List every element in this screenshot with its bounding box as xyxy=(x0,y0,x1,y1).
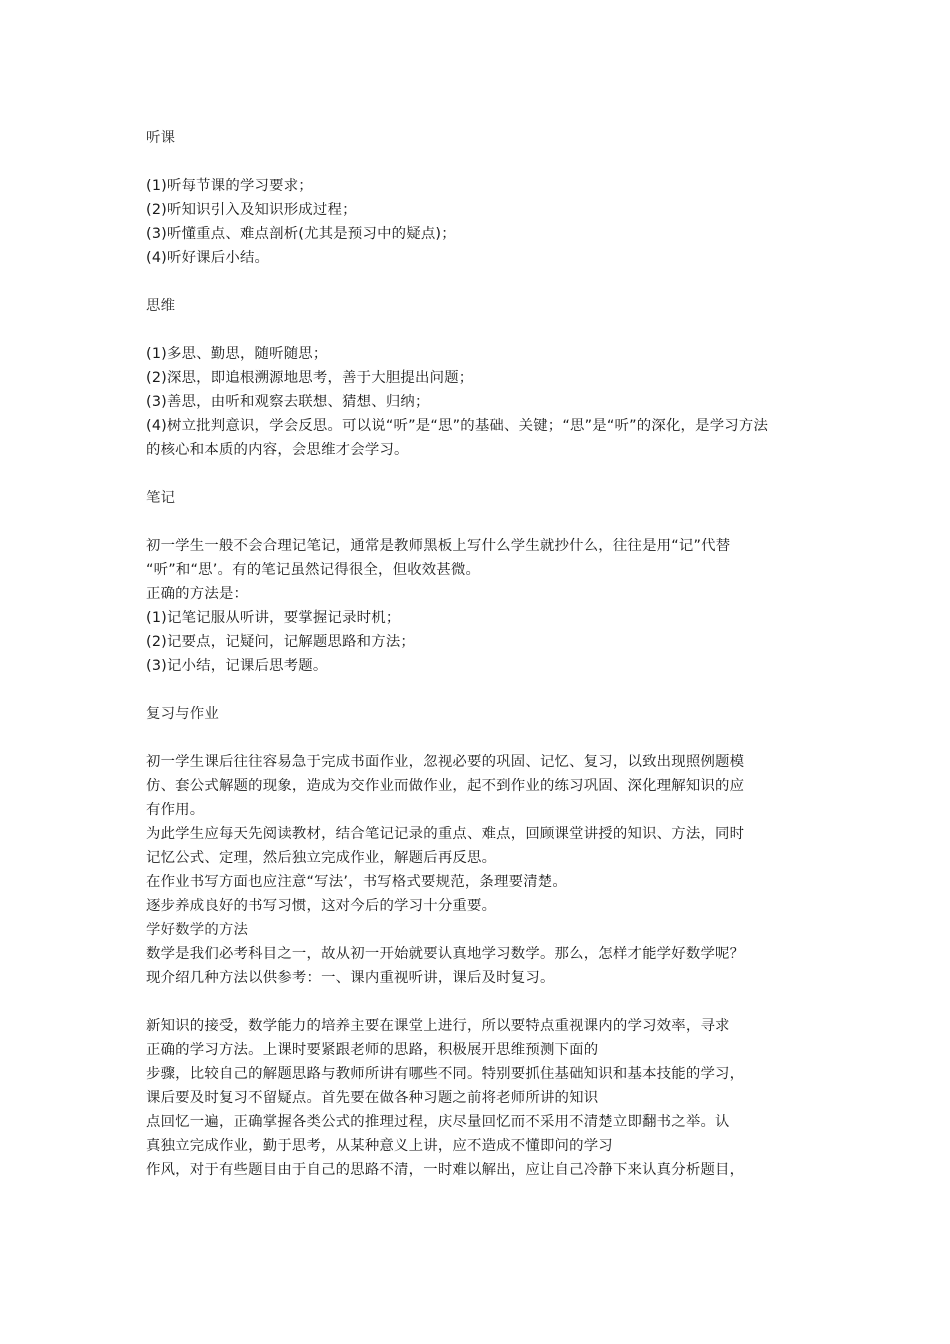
listen-item-4: (4)听好课后小结。 xyxy=(146,250,270,266)
section-title-listen: 听课 xyxy=(146,130,176,146)
review-paragraph-2-line-1: 为此学生应每天先阅读教材，结合笔记记录的重点、难点，回顾课堂讲授的知识、方法，同时 xyxy=(146,826,745,842)
math-paragraph-2-line-6: 真独立完成作业，勤于思考，从某种意义上讲，应不造成不懂即问的学习 xyxy=(146,1138,613,1154)
listen-item-2: (2)听知识引入及知识形成过程； xyxy=(146,202,357,218)
listen-item-3: (3)听懂重点、难点剖析(尤其是预习中的疑点)； xyxy=(146,226,456,242)
math-paragraph-2-line-2: 正确的学习方法。上课时要紧跟老师的思路，积极展开思维预测下面的 xyxy=(146,1042,599,1058)
review-paragraph-3: 在作业书写方面也应注意“写法’，书写格式要规范，条理要清楚。 xyxy=(146,874,567,890)
math-paragraph-2-line-3: 步骤，比较自己的解题思路与教师所讲有哪些不同。特别要抓住基础知识和基本技能的学习， xyxy=(146,1066,745,1082)
review-paragraph-1-line-1: 初一学生课后往往容易急于完成书面作业，忽视必要的巩固、记忆、复习，以致出现照例题模 xyxy=(146,754,745,770)
think-item-1: (1)多思、勤思，随听随思； xyxy=(146,346,328,362)
document-body xyxy=(146,126,826,1182)
review-paragraph-1-line-2: 仿、套公式解题的现象，造成为交作业而做作业，起不到作业的练习巩固、深化理解知识的应 xyxy=(146,778,745,794)
math-paragraph-2-line-5: 点回忆一遍，正确掌握各类公式的推理过程，庆尽量回忆而不采用不清楚立即翻书之举。认 xyxy=(146,1114,730,1130)
think-item-3: (3)善思，由听和观察去联想、猜想、归纳； xyxy=(146,394,430,410)
notes-intro: 正确的方法是： xyxy=(146,586,249,602)
section-title-review: 复习与作业 xyxy=(146,706,219,722)
section-title-notes: 笔记 xyxy=(146,490,176,506)
math-paragraph-1-line-2: 现介绍几种方法以供参考：一、课内重视听讲，课后及时复习。 xyxy=(146,970,555,986)
think-item-4-line-2: 的核心和本质的内容，会思维才会学习。 xyxy=(146,442,409,458)
review-paragraph-1-line-3: 有作用。 xyxy=(146,802,205,818)
math-paragraph-1-line-1: 数学是我们必考科目之一，故从初一开始就要认真地学习数学。那么，怎样才能学好数学呢？ xyxy=(146,946,745,962)
math-paragraph-2-line-7: 作风，对于有些题目由于自己的思路不清，一时难以解出，应让自己冷静下来认真分析题目， xyxy=(146,1162,745,1178)
math-paragraph-2-line-1: 新知识的接受，数学能力的培养主要在课堂上进行，所以要特点重视课内的学习效率，寻求 xyxy=(146,1018,730,1034)
notes-item-2: (2)记要点，记疑问，记解题思路和方法； xyxy=(146,634,416,650)
notes-item-1: (1)记笔记服从听讲，要掌握记录时机； xyxy=(146,610,401,626)
math-paragraph-2-line-4: 课后要及时复习不留疑点。首先要在做各种习题之前将老师所讲的知识 xyxy=(146,1090,599,1106)
review-paragraph-4: 逐步养成良好的书写习惯，这对今后的学习十分重要。 xyxy=(146,898,497,914)
notes-paragraph-line-2: “听”和“思’。有的笔记虽然记得很全，但收效甚微。 xyxy=(146,562,481,578)
listen-item-1: (1)听每节课的学习要求； xyxy=(146,178,313,194)
think-item-2: (2)深思，即追根溯源地思考，善于大胆提出问题； xyxy=(146,370,474,386)
review-paragraph-2-line-2: 记忆公式、定理，然后独立完成作业，解题后再反思。 xyxy=(146,850,497,866)
notes-item-3: (3)记小结，记课后思考题。 xyxy=(146,658,328,674)
notes-paragraph-line-1: 初一学生一般不会合理记笔记，通常是教师黑板上写什么学生就抄什么，往往是用“记”代替 xyxy=(146,538,731,554)
section-title-math: 学好数学的方法 xyxy=(146,922,249,938)
think-item-4-line-1: (4)树立批判意识，学会反思。可以说“听”是“思”的基础、关键；“思”是“听”的深化，是学习方法 xyxy=(146,418,769,434)
section-title-think: 思维 xyxy=(146,298,176,314)
